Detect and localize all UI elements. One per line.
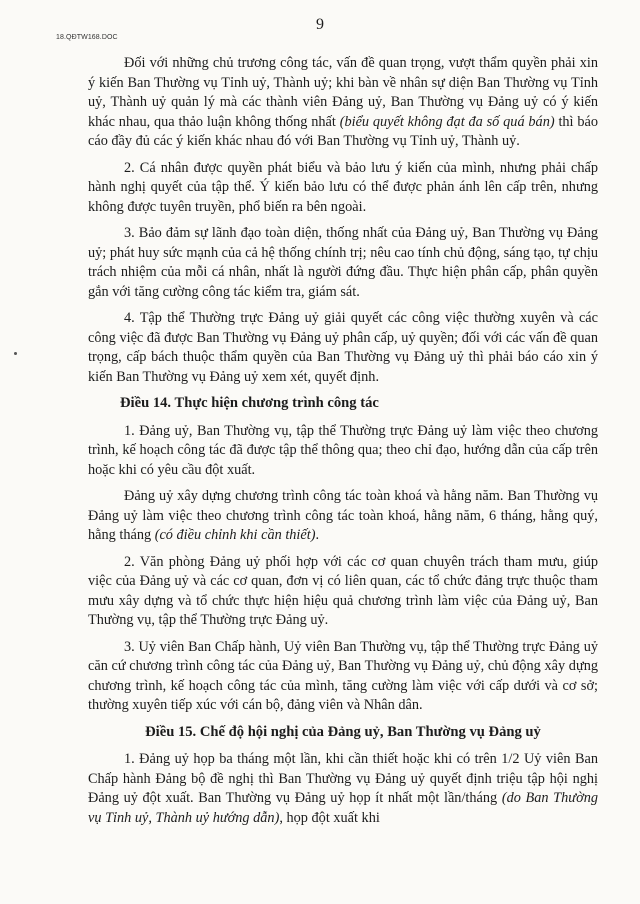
paragraph: 3. Uỷ viên Ban Chấp hành, Uỷ viên Ban Thường vụ, tập thể Thường trực Đảng uỷ căn cứ chương trình công tác của Đảng uỷ, Ban Thường vụ Đảng uỷ, chủ động xây dựng chương trình, kế hoạch công tác của mình, tăng cường làm việc với cấp dưới và cơ sở; thường xuyên tiếp xúc với cán bộ, đảng viên và Nhân dân. — [88, 638, 598, 713]
paragraph — [88, 54, 598, 152]
page-number: 9 — [316, 16, 324, 33]
file-label: 18.QĐTW168.DOC — [56, 34, 118, 41]
paragraph: 1. Đảng uỷ, Ban Thường vụ, tập thể Thường trực Đảng uỷ làm việc theo chương trình, kế hoạch công tác đã được tập thể thông qua; theo chỉ đạo, hướng dẫn của cấp trên hoặc khi có yêu cầu đột xuất. — [88, 422, 598, 478]
paragraph: 3. Bảo đảm sự lãnh đạo toàn diện, thống nhất của Đảng uỷ, Ban Thường vụ Đảng uỷ; phát huy sức mạnh của cả hệ thống chính trị; nêu cao tính chủ động, sáng tạo, tự chịu trách nhiệm của mỗi cá nhân, nhất là người đứng đầu. Thực hiện phân cấp, phân quyền gắn với tăng cường công tác kiểm tra, giám sát. — [88, 225, 598, 300]
paragraph-text: 1. Đảng uỷ họp ba tháng một lần, khi cần thiết hoặc khi có trên 1/2 Uỷ viên Ban Chấp hành Đảng bộ đề nghị thì Ban Thường vụ Đảng uỷ quyết định triệu tập hội nghị Đảng uỷ đột xuất. Ban Thường vụ Đảng uỷ họp ít nhất một lần/tháng — [88, 751, 598, 806]
article-heading: Điều 14. Thực hiện chương trình công tác — [120, 395, 379, 411]
paragraph — [88, 487, 598, 546]
article-heading: Điều 15. Chế độ hội nghị của Đảng uỷ, Ban Thường vụ Đảng uỷ — [145, 723, 541, 740]
paragraph-text: Đảng uỷ xây dựng chương trình công tác toàn khoá và hằng năm. Ban Thường vụ Đảng uỷ làm việc theo chương trình công tác toàn khoá, hằng năm, 6 tháng, hằng quý, hằng tháng — [88, 488, 598, 543]
paragraph: 2. Cá nhân được quyền phát biểu và bảo lưu ý kiến của mình, nhưng phải chấp hành nghị quyết của tập thể. Ý kiến bảo lưu có thể được phản ánh lên cấp trên, nhưng không được tuyên truyền, phổ biến ra bên ngoài. — [88, 159, 598, 215]
paragraph — [88, 750, 598, 828]
paragraph-text: thì báo cáo đầy đủ các ý kiến khác nhau đó với Ban Thường vụ Tỉnh uỷ, Thành uỷ. — [88, 113, 598, 149]
paragraph-italic-text: (biểu quyết không đạt đa số quá bán) — [339, 113, 555, 130]
paragraph: 2. Văn phòng Đảng uỷ phối hợp với các cơ quan chuyên trách tham mưu, giúp việc của Đảng uỷ và các cơ quan, đơn vị có liên quan, các tổ chức đảng trực thuộc tham mưu xây dựng và tổ chức thực hiện hiệu quả chương trình làm việc của Đảng uỷ, Ban Thường vụ, tập thể Thường trực Đảng uỷ. — [88, 553, 598, 628]
scan-mark — [14, 352, 17, 355]
paragraph: 4. Tập thể Thường trực Đảng uỷ giải quyết các công việc thường xuyên và các công việc đã được Ban Thường vụ Đảng uỷ phân cấp, uỷ quyền; đối với các vấn đề quan trọng, cấp bách thuộc thẩm quyền của Ban Thường vụ Đảng uỷ thì phải báo cáo xin ý kiến Ban Thường vụ Đảng uỷ xem xét, quyết định. — [88, 310, 598, 385]
paragraph-text: . — [315, 527, 320, 543]
document-body — [88, 54, 598, 835]
paragraph-text: , họp đột xuất khi — [279, 809, 380, 826]
paragraph-italic-text: (do Ban Thường vụ Tỉnh uỷ, Thành uỷ hướng dẫn) — [88, 790, 599, 826]
paragraph-italic-text: (có điều chỉnh khi cần thiết) — [154, 527, 316, 543]
paragraph-text: Đối với những chủ trương công tác, vấn đề quan trọng, vượt thẩm quyền phải xin ý kiến Ban Thường vụ Tỉnh uỷ, Thành uỷ; khi bàn về nhân sự diện Ban Thường vụ Tỉnh uỷ, Thành uỷ quản lý mà các thành viên Đảng uỷ, Ban Thường vụ Đảng uỷ có ý kiến khác nhau, qua thảo luận không thống nhất — [88, 55, 598, 130]
